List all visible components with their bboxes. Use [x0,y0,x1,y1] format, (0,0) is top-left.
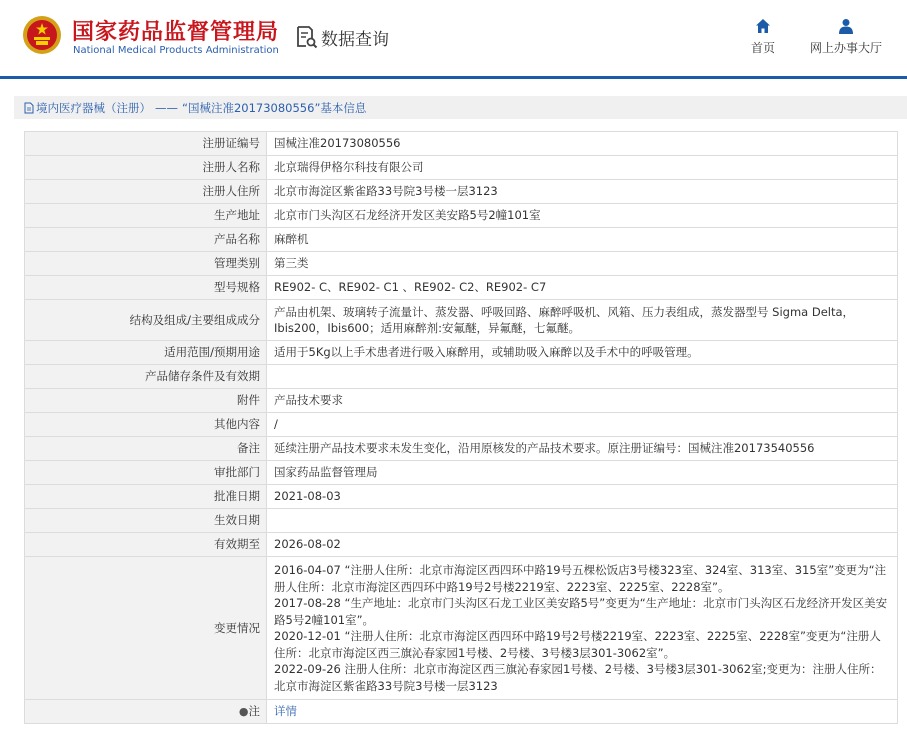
table-row [25,437,898,461]
table-row [25,509,898,533]
field-label: 有效期至 [25,533,267,557]
table-row [25,413,898,437]
field-label: 备注 [25,437,267,461]
header-divider [0,76,907,79]
field-label: 变更情况 [25,557,267,700]
note-value-cell [267,700,898,724]
table-row [25,252,898,276]
field-value: 北京市门头沟区石龙经济开发区美安路5号2幢101室 [267,204,898,228]
breadcrumb-link[interactable]: 境内医疗器械（注册） [36,100,151,115]
table-row [25,132,898,156]
data-query-title[interactable] [296,24,389,50]
table-row [25,700,898,724]
field-value: RE902- C、RE902- C1 、RE902- C2、RE902- C7 [267,276,898,300]
document-search-icon [296,25,318,49]
basic-info-table [24,131,898,724]
change-history [267,557,898,700]
breadcrumb-separator: —— [155,100,178,115]
field-label: 生效日期 [25,509,267,533]
nav-home-label: 首页 [751,41,776,55]
field-label: 注 [248,703,260,718]
table-row [25,228,898,252]
nav-home[interactable] [751,18,775,56]
user-icon [838,18,854,34]
field-value: 北京市海淀区紫雀路33号院3号楼一层3123 [267,180,898,204]
field-value: 产品技术要求 [267,389,898,413]
field-value: 产品由机架、玻璃转子流量计、蒸发器、呼吸回路、麻醉呼吸机、风箱、压力表组成，蒸发器型号 Sigma Delta，Ibis200，Ibis600；适用麻醉剂:安氟醚，异氟醚，七氟醚。 [267,300,898,341]
table-row [25,341,898,365]
field-value: 延续注册产品技术要求未发生变化，沿用原核发的产品技术要求。原注册证编号：国械注准20173540556 [267,437,898,461]
field-value: 北京瑞得伊格尔科技有限公司 [267,156,898,180]
field-value: 2026-08-02 [267,533,898,557]
breadcrumb-title: “国械注准20173080556”基本信息 [182,100,367,115]
field-label: 批准日期 [25,485,267,509]
field-value: 适用于5Kg以上手术患者进行吸入麻醉用，或辅助吸入麻醉以及手术中的呼吸管理。 [267,341,898,365]
table-row [25,276,898,300]
breadcrumb [14,96,907,119]
field-value: / [267,413,898,437]
table-row [25,485,898,509]
field-label: 注册人名称 [25,156,267,180]
note-label-cell [25,700,267,724]
field-label: 产品储存条件及有效期 [25,365,267,389]
change-entry: 2022-09-26 注册人住所：北京市海淀区西三旗沁春家园1号楼、2号楼、3号楼3层301-3062室;变更为：注册人住所：北京市海淀区紫雀路33号院3号楼一层3123 [274,662,882,693]
field-value: 麻醉机 [267,228,898,252]
table-row [25,204,898,228]
site-header [0,0,907,76]
field-label: 结构及组成/主要组成成分 [25,300,267,341]
field-label: 附件 [25,389,267,413]
home-icon [755,18,771,34]
field-label: 适用范围/预期用途 [25,341,267,365]
data-query-label: 数据查询 [321,29,389,50]
table-row [25,300,898,341]
field-value: 2021-08-03 [267,485,898,509]
document-icon [24,102,34,114]
change-entry: 2017-08-28 “生产地址：北京市门头沟区石龙工业区美安路5号”变更为“生产地址：北京市门头沟区石龙经济开发区美安路5号2幢101室”。 [274,596,888,627]
field-label: 管理类别 [25,252,267,276]
field-value: 国械注准20173080556 [267,132,898,156]
field-label: 生产地址 [25,204,267,228]
field-label: 注册人住所 [25,180,267,204]
pin-icon: ● [238,704,249,718]
field-label: 审批部门 [25,461,267,485]
field-value: 国家药品监督管理局 [267,461,898,485]
field-value [267,365,898,389]
table-row [25,533,898,557]
site-logo-subtitle: National Medical Products Administration [73,45,279,56]
field-label: 产品名称 [25,228,267,252]
nav-online-service-hall[interactable] [810,18,882,56]
table-row [25,156,898,180]
field-label: 型号规格 [25,276,267,300]
details-link[interactable]: 详情 [274,704,297,719]
field-label: 注册证编号 [25,132,267,156]
national-emblem-icon [22,15,62,55]
change-entry: 2020-12-01 “注册人住所：北京市海淀区西四环中路19号2号楼2219室、2223室、2225室、2228室”变更为“注册人住所：北京市海淀区西三旗沁春家园1号楼、2号楼、3号楼3层301-3062室”。 [274,629,881,660]
table-row [25,389,898,413]
field-label: 其他内容 [25,413,267,437]
table-row [25,557,898,700]
nav-online-service-hall-label: 网上办事大厅 [810,41,883,55]
table-row [25,461,898,485]
field-value: 第三类 [267,252,898,276]
site-logo-title: 国家药品监督管理局 [72,20,280,45]
table-row [25,365,898,389]
field-value [267,509,898,533]
table-row [25,180,898,204]
change-entry: 2016-04-07 “注册人住所：北京市海淀区西四环中路19号五棵松饭店3号楼323室、324室、313室、315室”变更为“注册人住所：北京市海淀区西四环中路19号2号楼2219室、2223室、2225室、2228室”。 [274,563,887,594]
